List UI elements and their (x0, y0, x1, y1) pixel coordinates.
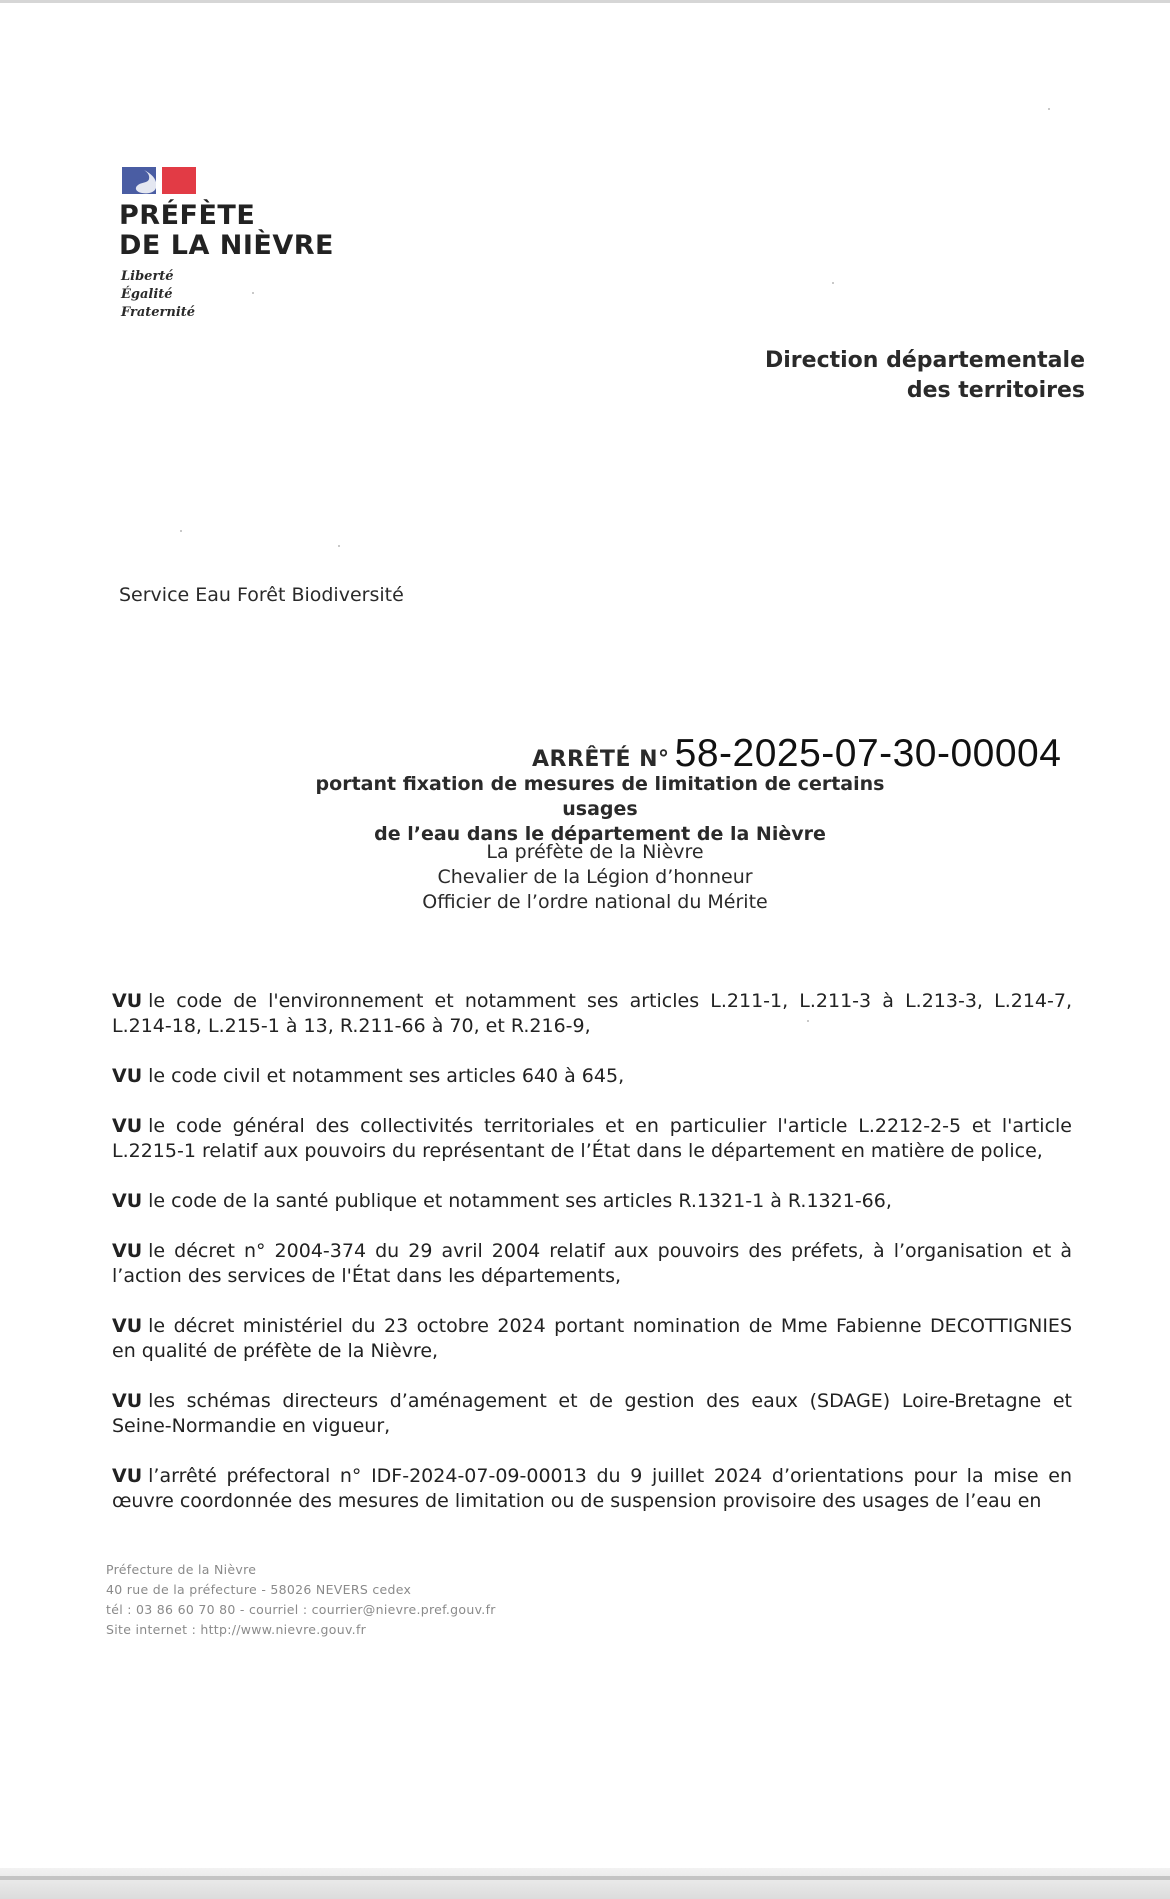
marianne-logo-icon (122, 166, 196, 195)
scan-speck (807, 1020, 809, 1022)
vu-prefix: VU (112, 990, 143, 1012)
vu-clause (112, 1314, 1072, 1364)
page-top-edge (0, 0, 1170, 3)
footer-line2: 40 rue de la préfecture - 58026 NEVERS cedex (106, 1582, 412, 1597)
vu-clause (112, 1464, 1072, 1514)
page-bottom-edge (0, 1868, 1170, 1899)
vu-clause-text: le code général des collectivités territoriales et en particulier l'article L.2212-2-5 et l'article L.2215-1 relatif aux pouvoirs du représentant de l’État dans le département en matière de police, (112, 1115, 1072, 1162)
subject-line1: portant fixation de mesures de limitation de certains usages (315, 773, 885, 820)
motto-liberte: Liberté (121, 269, 174, 284)
motto-egalite: Égalité (121, 287, 173, 302)
scan-speck (832, 282, 834, 284)
vu-prefix: VU (112, 1465, 143, 1487)
issuing-service: Service Eau Forêt Biodiversité (119, 584, 404, 606)
author-titles (395, 840, 795, 915)
author-line1: La préfète de la Nièvre (486, 841, 704, 863)
scan-speck (252, 292, 254, 294)
scan-speck (1048, 108, 1050, 110)
direction-line2: des territoires (906, 378, 1085, 403)
vu-clause-text: les schémas directeurs d’aménagement et de gestion des eaux (SDAGE) Loire-Bretagne et Seine-Normandie en vigueur, (112, 1390, 1072, 1437)
prefecture-name (119, 201, 334, 261)
footer-line3: tél : 03 86 60 70 80 - courriel : courrier@nievre.pref.gouv.fr (106, 1602, 496, 1617)
vu-clause-text: le code de l'environnement et notamment ses articles L.211-1, L.211-3 à L.213-3, L.214-7, L.214-18, L.215-1 à 13, R.211-66 à 70, et R.216-9, (112, 990, 1072, 1037)
prefecture-contact-footer (106, 1560, 496, 1640)
republic-motto (121, 268, 195, 322)
vu-clause-text: le code de la santé publique et notamment ses articles R.1321-1 à R.1321-66, (148, 1190, 892, 1212)
vu-prefix: VU (112, 1115, 143, 1137)
vu-clause (112, 1239, 1072, 1289)
vu-prefix: VU (112, 1065, 143, 1087)
vu-clause-text: le code civil et notamment ses articles 640 à 645, (148, 1065, 625, 1087)
vu-clause-text: le décret n° 2004-374 du 29 avril 2004 relatif aux pouvoirs des préfets, à l’organisation et à l’action des services de l'État dans les départements, (112, 1240, 1072, 1287)
page-bottom-rule (0, 1876, 1170, 1880)
vu-clause-text: l’arrêté préfectoral n° IDF-2024-07-09-00013 du 9 juillet 2024 d’orientations pour la mise en œuvre coordonnée des mesures de limitation ou de suspension provisoire des usages de l’eau en (112, 1465, 1072, 1512)
motto-fraternite: Fraternité (121, 305, 196, 320)
subject-line2: de l’eau dans le département de la Nièvre (374, 823, 826, 845)
issuing-direction (765, 346, 1085, 406)
scan-speck (180, 530, 182, 532)
prefecture-name-line2: DE LA NIÈVRE (119, 230, 334, 261)
author-line3: Officier de l’ordre national du Mérite (422, 891, 768, 913)
vu-clause (112, 989, 1072, 1039)
scan-speck (338, 545, 340, 547)
prefecture-name-line1: PRÉFÈTE (119, 200, 256, 231)
vu-clause-text: le décret ministériel du 23 octobre 2024 portant nomination de Mme Fabienne DECOTTIGNIES en qualité de préfète de la Nièvre, (112, 1315, 1072, 1362)
arrete-number: 58-2025-07-30-00004 (674, 732, 1062, 775)
vu-prefix: VU (112, 1240, 143, 1262)
vu-clause (112, 1389, 1072, 1439)
vu-prefix: VU (112, 1315, 143, 1337)
footer-line4: Site internet : http://www.nievre.gouv.fr (106, 1622, 367, 1637)
footer-line1: Préfecture de la Nièvre (106, 1562, 257, 1577)
arrete-heading (532, 732, 1061, 776)
arrete-label: ARRÊTÉ N° (532, 747, 670, 772)
vu-clause (112, 1114, 1072, 1164)
vu-prefix: VU (112, 1190, 143, 1212)
direction-line1: Direction départementale (765, 348, 1085, 373)
vu-clause (112, 1064, 1072, 1089)
vu-prefix: VU (112, 1390, 143, 1412)
arrete-subject (300, 772, 900, 847)
author-line2: Chevalier de la Légion d’honneur (437, 866, 753, 888)
vu-clauses (112, 989, 1072, 1539)
vu-clause (112, 1189, 1072, 1214)
